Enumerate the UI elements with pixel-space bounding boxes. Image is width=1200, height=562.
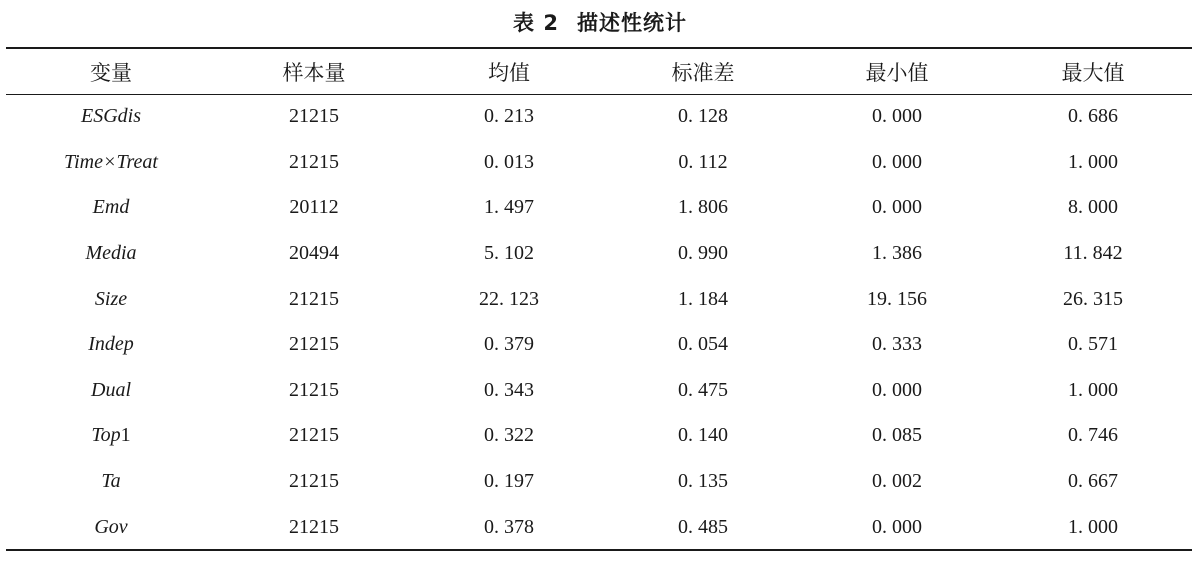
cell-mean: 1. 497 xyxy=(484,196,534,219)
cell-min: 0. 085 xyxy=(872,424,922,447)
cell-min: 19. 156 xyxy=(867,287,927,310)
table-title xyxy=(0,6,1200,40)
cell-sample-size: 21215 xyxy=(289,333,339,356)
table-row xyxy=(6,322,1192,368)
cell-sample-size: 21215 xyxy=(289,470,339,493)
cell-max: 1. 000 xyxy=(1068,150,1118,173)
cell-std-dev: 0. 475 xyxy=(678,378,728,401)
column-header-max: 最大值 xyxy=(1061,60,1125,85)
column-header-std-dev: 标准差 xyxy=(671,60,735,85)
table-row xyxy=(6,231,1192,277)
table-row xyxy=(6,413,1192,459)
cell-std-dev: 0. 135 xyxy=(678,470,728,493)
cell-max: 0. 571 xyxy=(1068,333,1118,356)
column-header-variable: 变量 xyxy=(90,60,132,85)
descriptive-statistics-table xyxy=(6,49,1192,550)
cell-variable: Dual xyxy=(91,378,131,401)
cell-variable: Size xyxy=(94,287,128,310)
cell-std-dev: 0. 140 xyxy=(678,424,728,447)
cell-sample-size: 20112 xyxy=(289,196,339,219)
cell-max: 26. 315 xyxy=(1063,287,1123,310)
cell-std-dev: 0. 990 xyxy=(678,242,728,265)
cell-min: 0. 002 xyxy=(872,470,922,493)
cell-std-dev: 1. 806 xyxy=(678,196,728,219)
table-body xyxy=(6,94,1192,550)
cell-sample-size: 21215 xyxy=(289,105,339,128)
cell-variable: Indep xyxy=(88,333,134,356)
cell-mean: 0. 013 xyxy=(484,150,534,173)
cell-sample-size: 21215 xyxy=(289,150,339,173)
cell-min: 0. 333 xyxy=(872,333,922,356)
cell-sample-size: 20494 xyxy=(289,242,339,265)
column-header-sample-size: 样本量 xyxy=(282,60,346,85)
cell-max: 1. 000 xyxy=(1068,378,1118,401)
cell-max: 11. 842 xyxy=(1063,242,1123,265)
cell-min: 1. 386 xyxy=(872,242,922,265)
table-row xyxy=(6,140,1192,186)
cell-std-dev: 1. 184 xyxy=(678,287,728,310)
cell-std-dev: 0. 054 xyxy=(678,333,728,356)
table-row xyxy=(6,459,1192,505)
cell-sample-size: 21215 xyxy=(289,378,339,401)
cell-max: 8. 000 xyxy=(1068,196,1118,219)
cell-variable: Media xyxy=(85,242,137,265)
cell-sample-size: 21215 xyxy=(289,424,339,447)
cell-max: 0. 746 xyxy=(1068,424,1118,447)
cell-max: 0. 686 xyxy=(1068,105,1118,128)
cell-min: 0. 000 xyxy=(872,196,922,219)
table-row xyxy=(6,276,1192,322)
cell-min: 0. 000 xyxy=(872,378,922,401)
cell-mean: 0. 322 xyxy=(484,424,534,447)
cell-mean: 0. 343 xyxy=(484,378,534,401)
cell-variable: Gov xyxy=(94,515,128,538)
table-row xyxy=(6,94,1192,140)
cell-min: 0. 000 xyxy=(872,515,922,538)
cell-mean: 5. 102 xyxy=(484,242,534,265)
cell-min: 0. 000 xyxy=(872,105,922,128)
cell-max: 0. 667 xyxy=(1068,470,1118,493)
cell-std-dev: 0. 485 xyxy=(678,515,728,538)
table-row xyxy=(6,368,1192,414)
column-header-mean: 均值 xyxy=(488,60,530,85)
cell-variable: Ta xyxy=(101,470,121,493)
cell-variable: Time×Treat xyxy=(64,150,158,173)
header-row xyxy=(6,49,1192,94)
cell-sample-size: 21215 xyxy=(289,287,339,310)
cell-variable: ESGdis xyxy=(81,105,141,128)
cell-std-dev: 0. 112 xyxy=(678,150,728,173)
cell-mean: 0. 213 xyxy=(484,105,534,128)
cell-min: 0. 000 xyxy=(872,150,922,173)
cell-mean: 0. 378 xyxy=(484,515,534,538)
table-row xyxy=(6,185,1192,231)
cell-sample-size: 21215 xyxy=(289,515,339,538)
cell-std-dev: 0. 128 xyxy=(678,105,728,128)
cell-mean: 0. 197 xyxy=(484,470,534,493)
cell-mean: 22. 123 xyxy=(479,287,539,310)
table-number: 表 2 xyxy=(513,11,559,35)
table-caption: 描述性统计 xyxy=(576,11,687,35)
cell-max: 1. 000 xyxy=(1068,515,1118,538)
table-row xyxy=(6,504,1192,550)
cell-mean: 0. 379 xyxy=(484,333,534,356)
column-header-min: 最小值 xyxy=(865,60,929,85)
cell-variable: Emd xyxy=(92,196,130,219)
cell-variable: Top1 xyxy=(91,424,131,447)
